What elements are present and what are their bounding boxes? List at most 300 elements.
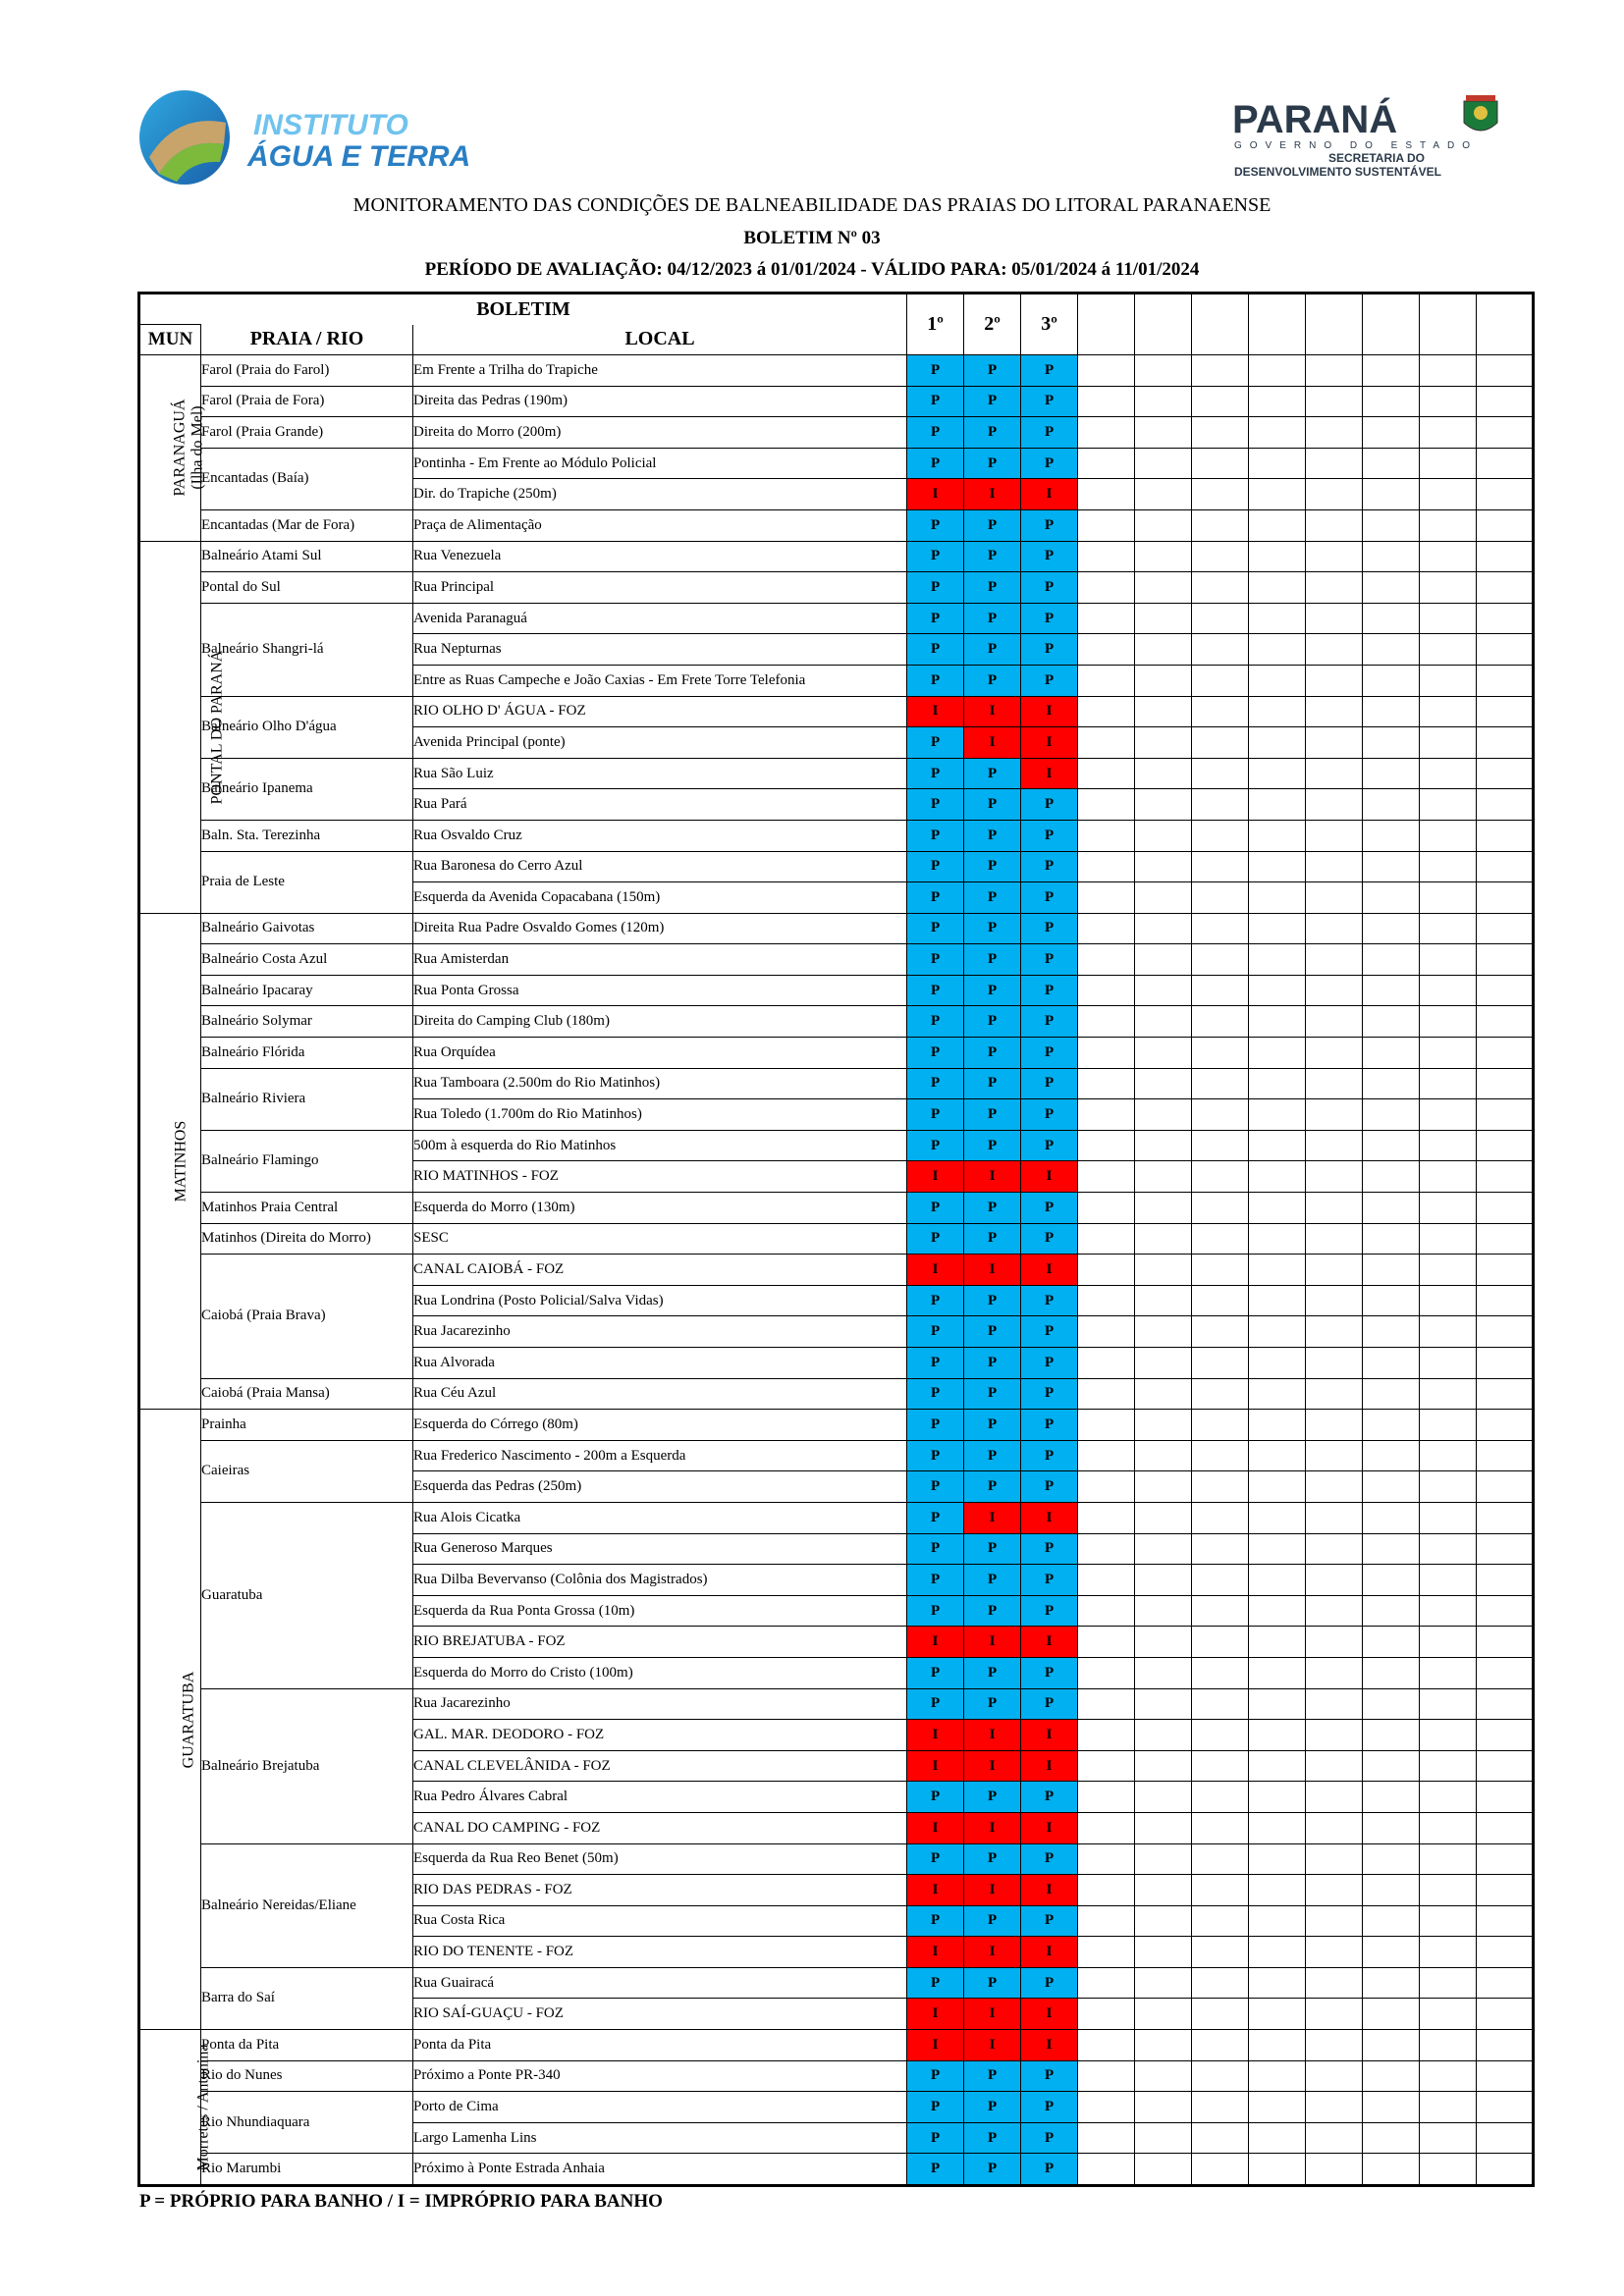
status-cell-2: P: [964, 1130, 1021, 1161]
empty-cell: [1477, 355, 1534, 387]
empty-cell: [1192, 696, 1249, 727]
empty-cell: [1192, 386, 1249, 417]
empty-cell: [1078, 1378, 1135, 1410]
empty-cell: [1306, 1657, 1363, 1688]
empty-cell: [1078, 386, 1135, 417]
beach-name: Barra do Saí: [201, 1967, 413, 2029]
empty-cell: [1477, 541, 1534, 572]
empty-cell: [1363, 665, 1420, 696]
empty-cell: [1363, 1410, 1420, 1441]
empty-cell: [1306, 1223, 1363, 1255]
empty-cell: [1078, 1255, 1135, 1286]
status-cell-3: P: [1021, 1099, 1078, 1131]
status-cell-1: P: [907, 1502, 964, 1533]
municipality-label: [171, 400, 206, 497]
empty-cell: [1192, 975, 1249, 1006]
beach-name: Balneário Atami Sul: [201, 541, 413, 572]
empty-cell: [1249, 1812, 1306, 1843]
empty-cell: [1420, 851, 1477, 882]
status-cell-3: P: [1021, 417, 1078, 449]
status-cell-1: I: [907, 1750, 964, 1782]
empty-cell: [1078, 1688, 1135, 1720]
table-row: [139, 2030, 1534, 2061]
empty-cell: [1420, 2154, 1477, 2186]
status-cell-3: P: [1021, 1285, 1078, 1316]
empty-cell: [1192, 1967, 1249, 1999]
empty-cell: [1078, 665, 1135, 696]
empty-cell: [1363, 1905, 1420, 1937]
empty-cell: [1249, 665, 1306, 696]
empty-cell: [1306, 603, 1363, 634]
status-cell-1: I: [907, 1720, 964, 1751]
empty-cell: [1135, 758, 1192, 789]
empty-cell: [1363, 696, 1420, 727]
empty-cell: [1363, 1038, 1420, 1069]
municipality-cell: [139, 2030, 212, 2186]
status-cell-1: P: [907, 2092, 964, 2123]
status-cell-1: P: [907, 1533, 964, 1565]
table-row: [139, 1843, 1534, 1875]
empty-cell: [1192, 1161, 1249, 1193]
municipality-cell: [139, 1410, 201, 2030]
status-cell-1: P: [907, 975, 964, 1006]
empty-cell: [1306, 1627, 1363, 1658]
empty-cell: [1249, 1905, 1306, 1937]
empty-cell: [1135, 1255, 1192, 1286]
status-cell-2: P: [964, 1038, 1021, 1069]
empty-col-header: [1078, 294, 1135, 355]
status-cell-3: P: [1021, 1967, 1078, 1999]
empty-cell: [1192, 2154, 1249, 2186]
svg-text:SECRETARIA DO: SECRETARIA DO: [1328, 151, 1426, 165]
table-row: [139, 1688, 1534, 1720]
empty-cell: [1420, 1099, 1477, 1131]
empty-cell: [1420, 1316, 1477, 1348]
status-cell-2: I: [964, 1999, 1021, 2030]
empty-col-header: [1306, 294, 1363, 355]
status-cell-3: P: [1021, 509, 1078, 541]
empty-cell: [1135, 1720, 1192, 1751]
local-name: Esquerda do Morro do Cristo (100m): [413, 1657, 907, 1688]
empty-cell: [1249, 1099, 1306, 1131]
municipality-name: MATINHOS: [172, 1120, 189, 1202]
empty-cell: [1192, 448, 1249, 479]
empty-cell: [1249, 913, 1306, 944]
state-coat-of-arms-icon: [1464, 95, 1497, 131]
empty-cell: [1249, 448, 1306, 479]
empty-cell: [1249, 1410, 1306, 1441]
beach-name: Farol (Praia Grande): [201, 417, 413, 449]
empty-cell: [1477, 1565, 1534, 1596]
empty-cell: [1135, 1967, 1192, 1999]
col-3-header: 3º: [1021, 294, 1078, 355]
empty-cell: [1477, 1843, 1534, 1875]
empty-cell: [1078, 758, 1135, 789]
status-cell-2: P: [964, 944, 1021, 976]
empty-cell: [1477, 1937, 1534, 1968]
empty-cell: [1363, 1782, 1420, 1813]
empty-cell: [1363, 1161, 1420, 1193]
empty-cell: [1477, 1285, 1534, 1316]
empty-cell: [1420, 1502, 1477, 1533]
empty-cell: [1477, 944, 1534, 976]
empty-cell: [1363, 448, 1420, 479]
empty-cell: [1420, 1812, 1477, 1843]
beach-name: Balneário Flamingo: [201, 1130, 413, 1192]
empty-cell: [1192, 1068, 1249, 1099]
table-row: [139, 1440, 1534, 1471]
empty-cell: [1363, 758, 1420, 789]
status-cell-1: P: [907, 1782, 964, 1813]
empty-col-header: [1135, 294, 1192, 355]
empty-cell: [1363, 2154, 1420, 2186]
empty-cell: [1306, 1688, 1363, 1720]
municipality-label: [208, 650, 226, 804]
table-row: [139, 944, 1534, 976]
empty-cell: [1477, 913, 1534, 944]
status-cell-3: I: [1021, 727, 1078, 759]
local-name: Próximo à Ponte Estrada Anhaia: [413, 2154, 907, 2186]
empty-cell: [1477, 1812, 1534, 1843]
empty-col-header: [1420, 294, 1477, 355]
status-cell-3: P: [1021, 975, 1078, 1006]
status-cell-1: P: [907, 448, 964, 479]
beach-name: Caieiras: [201, 1440, 413, 1502]
empty-cell: [1135, 1782, 1192, 1813]
empty-cell: [1420, 1378, 1477, 1410]
empty-cell: [1477, 1255, 1534, 1286]
empty-cell: [1477, 2122, 1534, 2154]
status-cell-1: P: [907, 1316, 964, 1348]
empty-cell: [1078, 572, 1135, 604]
empty-cell: [1135, 820, 1192, 851]
empty-cell: [1135, 386, 1192, 417]
empty-cell: [1249, 1006, 1306, 1038]
beach-name: Matinhos (Direita do Morro): [201, 1223, 413, 1255]
status-cell-1: P: [907, 2060, 964, 2092]
empty-cell: [1306, 1937, 1363, 1968]
empty-cell: [1249, 1285, 1306, 1316]
status-cell-1: P: [907, 1285, 964, 1316]
status-cell-2: P: [964, 1595, 1021, 1627]
local-name: Esquerda do Córrego (80m): [413, 1410, 907, 1441]
empty-cell: [1363, 944, 1420, 976]
empty-cell: [1135, 1812, 1192, 1843]
empty-cell: [1078, 1595, 1135, 1627]
beach-name: Ponta da Pita: [201, 2030, 413, 2061]
empty-cell: [1363, 1750, 1420, 1782]
status-cell-1: P: [907, 1130, 964, 1161]
empty-cell: [1420, 1905, 1477, 1937]
empty-cell: [1249, 479, 1306, 510]
empty-cell: [1477, 448, 1534, 479]
status-cell-2: P: [964, 448, 1021, 479]
empty-col-header: [1477, 294, 1534, 355]
empty-cell: [1078, 479, 1135, 510]
status-cell-2: P: [964, 1410, 1021, 1441]
empty-cell: [1363, 1006, 1420, 1038]
empty-cell: [1363, 1068, 1420, 1099]
status-cell-2: P: [964, 1348, 1021, 1379]
empty-cell: [1192, 2030, 1249, 2061]
empty-cell: [1135, 727, 1192, 759]
empty-cell: [1420, 1782, 1477, 1813]
empty-cell: [1192, 1099, 1249, 1131]
empty-cell: [1420, 417, 1477, 449]
municipality-cell: [139, 913, 201, 1410]
status-cell-2: P: [964, 1905, 1021, 1937]
empty-cell: [1420, 2060, 1477, 2092]
empty-cell: [1249, 1068, 1306, 1099]
empty-cell: [1192, 2092, 1249, 2123]
empty-cell: [1078, 1875, 1135, 1906]
empty-cell: [1477, 1782, 1534, 1813]
empty-cell: [1420, 1440, 1477, 1471]
empty-cell: [1420, 1223, 1477, 1255]
empty-cell: [1420, 1937, 1477, 1968]
beach-name: Encantadas (Mar de Fora): [201, 509, 413, 541]
status-cell-3: P: [1021, 1440, 1078, 1471]
status-cell-1: P: [907, 1657, 964, 1688]
status-cell-3: I: [1021, 1161, 1078, 1193]
empty-cell: [1420, 1999, 1477, 2030]
empty-cell: [1078, 2154, 1135, 2186]
empty-cell: [1306, 1161, 1363, 1193]
empty-cell: [1078, 1937, 1135, 1968]
empty-cell: [1420, 882, 1477, 914]
status-cell-3: P: [1021, 355, 1078, 387]
local-name: Rua Londrina (Posto Policial/Salva Vidas): [413, 1285, 907, 1316]
empty-cell: [1192, 1565, 1249, 1596]
empty-cell: [1078, 2060, 1135, 2092]
status-cell-2: P: [964, 1533, 1021, 1565]
empty-cell: [1135, 1905, 1192, 1937]
status-cell-2: P: [964, 2154, 1021, 2186]
empty-cell: [1363, 1348, 1420, 1379]
status-cell-3: P: [1021, 1348, 1078, 1379]
empty-cell: [1078, 851, 1135, 882]
local-name: Rua Generoso Marques: [413, 1533, 907, 1565]
empty-cell: [1078, 1905, 1135, 1937]
empty-cell: [1363, 1720, 1420, 1751]
empty-cell: [1078, 1812, 1135, 1843]
status-cell-3: P: [1021, 2060, 1078, 2092]
status-cell-2: P: [964, 355, 1021, 387]
empty-cell: [1135, 2092, 1192, 2123]
status-cell-2: P: [964, 913, 1021, 944]
empty-col-header: [1249, 294, 1306, 355]
status-cell-1: P: [907, 851, 964, 882]
local-name: Rua São Luiz: [413, 758, 907, 789]
empty-cell: [1477, 820, 1534, 851]
empty-cell: [1078, 1502, 1135, 1533]
status-cell-2: P: [964, 1565, 1021, 1596]
empty-cell: [1477, 1875, 1534, 1906]
empty-cell: [1306, 758, 1363, 789]
status-cell-1: I: [907, 1255, 964, 1286]
status-cell-1: P: [907, 944, 964, 976]
empty-cell: [1306, 572, 1363, 604]
empty-cell: [1249, 1502, 1306, 1533]
empty-cell: [1420, 1875, 1477, 1906]
local-name: Entre as Ruas Campeche e João Caxias - Em Frete Torre Telefonia: [413, 665, 907, 696]
empty-cell: [1135, 1161, 1192, 1193]
empty-cell: [1420, 509, 1477, 541]
status-cell-2: P: [964, 1688, 1021, 1720]
empty-cell: [1306, 1193, 1363, 1224]
status-cell-1: P: [907, 1565, 964, 1596]
status-cell-3: P: [1021, 882, 1078, 914]
empty-cell: [1135, 634, 1192, 666]
empty-cell: [1192, 882, 1249, 914]
empty-cell: [1420, 1595, 1477, 1627]
local-name: Direita do Morro (200m): [413, 417, 907, 449]
status-cell-3: P: [1021, 1471, 1078, 1503]
empty-cell: [1078, 2122, 1135, 2154]
status-cell-1: P: [907, 2154, 964, 2186]
municipality-cell: [139, 355, 206, 542]
status-cell-3: P: [1021, 913, 1078, 944]
status-cell-3: P: [1021, 448, 1078, 479]
local-name: Rua Guairacá: [413, 1967, 907, 1999]
empty-cell: [1078, 417, 1135, 449]
empty-cell: [1306, 1967, 1363, 1999]
table-row: [139, 448, 1534, 479]
empty-cell: [1477, 665, 1534, 696]
local-name: Rua Baronesa do Cerro Azul: [413, 851, 907, 882]
local-name: Em Frente a Trilha do Trapiche: [413, 355, 907, 387]
table-row: [139, 2154, 1534, 2186]
table-row: [139, 1223, 1534, 1255]
empty-cell: [1078, 1161, 1135, 1193]
empty-cell: [1420, 386, 1477, 417]
empty-cell: [1249, 1720, 1306, 1751]
empty-cell: [1420, 541, 1477, 572]
local-name: Rua Céu Azul: [413, 1378, 907, 1410]
empty-cell: [1135, 417, 1192, 449]
empty-cell: [1192, 1812, 1249, 1843]
status-cell-1: P: [907, 634, 964, 666]
local-name: CANAL CAIOBÁ - FOZ: [413, 1255, 907, 1286]
empty-cell: [1477, 1595, 1534, 1627]
empty-cell: [1078, 1657, 1135, 1688]
empty-cell: [1363, 913, 1420, 944]
empty-cell: [1192, 1720, 1249, 1751]
municipality-label: [194, 2044, 212, 2170]
empty-cell: [1135, 944, 1192, 976]
status-cell-1: P: [907, 509, 964, 541]
table-row: [139, 1378, 1534, 1410]
empty-cell: [1135, 1688, 1192, 1720]
empty-cell: [1249, 944, 1306, 976]
header-row-1: [139, 294, 1534, 325]
empty-cell: [1420, 1285, 1477, 1316]
local-name: Esquerda das Pedras (250m): [413, 1471, 907, 1503]
status-cell-3: P: [1021, 1688, 1078, 1720]
empty-cell: [1420, 1565, 1477, 1596]
beach-name: Caiobá (Praia Brava): [201, 1255, 413, 1378]
empty-cell: [1135, 509, 1192, 541]
empty-cell: [1306, 1720, 1363, 1751]
table-row: [139, 572, 1534, 604]
status-cell-2: I: [964, 1937, 1021, 1968]
empty-cell: [1192, 1627, 1249, 1658]
status-cell-2: I: [964, 2030, 1021, 2061]
empty-cell: [1135, 1223, 1192, 1255]
beach-name: Balneário Nereidas/Eliane: [201, 1843, 413, 1967]
empty-cell: [1135, 2030, 1192, 2061]
empty-cell: [1135, 1378, 1192, 1410]
empty-cell: [1249, 2030, 1306, 2061]
empty-cell: [1249, 1130, 1306, 1161]
empty-cell: [1477, 1967, 1534, 1999]
empty-cell: [1192, 1223, 1249, 1255]
empty-cell: [1420, 1161, 1477, 1193]
status-cell-2: I: [964, 1161, 1021, 1193]
empty-cell: [1420, 1688, 1477, 1720]
empty-cell: [1249, 2060, 1306, 2092]
empty-cell: [1078, 1193, 1135, 1224]
empty-cell: [1477, 1502, 1534, 1533]
empty-cell: [1135, 479, 1192, 510]
empty-cell: [1363, 2092, 1420, 2123]
status-cell-2: P: [964, 2122, 1021, 2154]
status-cell-3: P: [1021, 1657, 1078, 1688]
status-cell-1: P: [907, 1410, 964, 1441]
municipality-subtitle: (Ilha do Mel): [189, 405, 206, 490]
empty-cell: [1192, 1410, 1249, 1441]
empty-cell: [1249, 417, 1306, 449]
empty-cell: [1477, 1720, 1534, 1751]
empty-cell: [1306, 355, 1363, 387]
empty-cell: [1135, 1285, 1192, 1316]
status-cell-1: P: [907, 541, 964, 572]
empty-cell: [1363, 1688, 1420, 1720]
empty-cell: [1078, 913, 1135, 944]
empty-cell: [1363, 1533, 1420, 1565]
empty-cell: [1306, 1130, 1363, 1161]
empty-cell: [1363, 1875, 1420, 1906]
local-name: GAL. MAR. DEODORO - FOZ: [413, 1720, 907, 1751]
empty-cell: [1192, 1316, 1249, 1348]
empty-cell: [1363, 1193, 1420, 1224]
empty-cell: [1192, 2122, 1249, 2154]
status-cell-3: P: [1021, 1316, 1078, 1348]
empty-cell: [1135, 603, 1192, 634]
empty-cell: [1249, 1627, 1306, 1658]
balneability-table: [137, 292, 1535, 2187]
municipality-name: PONTAL DO PARANÁ: [208, 650, 226, 804]
empty-cell: [1192, 1999, 1249, 2030]
empty-cell: [1477, 1099, 1534, 1131]
empty-cell: [1249, 1843, 1306, 1875]
empty-cell: [1192, 1657, 1249, 1688]
empty-cell: [1477, 727, 1534, 759]
empty-cell: [1078, 727, 1135, 759]
table-row: [139, 417, 1534, 449]
status-cell-3: I: [1021, 696, 1078, 727]
empty-cell: [1363, 727, 1420, 759]
status-cell-2: P: [964, 603, 1021, 634]
local-name: Rua Costa Rica: [413, 1905, 907, 1937]
empty-cell: [1363, 355, 1420, 387]
empty-cell: [1363, 1967, 1420, 1999]
empty-cell: [1249, 386, 1306, 417]
empty-cell: [1363, 479, 1420, 510]
empty-cell: [1363, 1378, 1420, 1410]
status-cell-1: P: [907, 1595, 964, 1627]
legend: P = PRÓPRIO PARA BANHO / I = IMPRÓPRIO PARA BANHO: [139, 2191, 663, 2212]
